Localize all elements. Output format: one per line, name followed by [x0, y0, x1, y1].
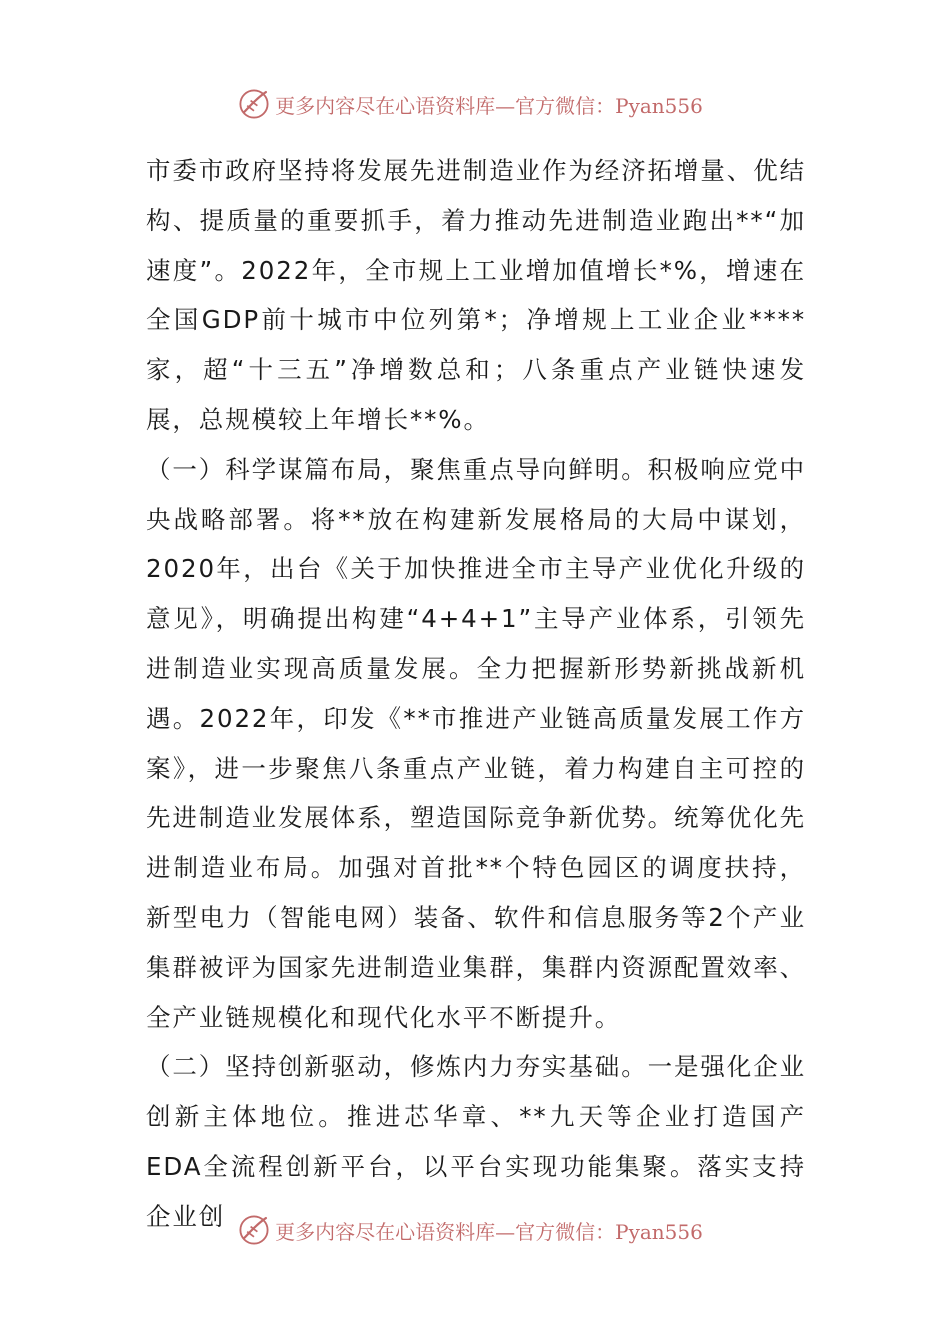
footer-watermark — [0, 1210, 950, 1250]
watermark-text: 更多内容尽在心语资料库—官方微信：Pyan556 — [275, 1219, 703, 1244]
paragraph-intro: 市委市政府坚持将发展先进制造业作为经济拓增量、优结构、提质量的重要抓手，着力推动先进制造业跑出**“加速度”。2022年，全市规上工业增加值增长*%，增速在全国GDP前十城市中位列第*；净增规上工业企业****家，超“十三五”净增数总和；八条重点产业链快速发展，总规模较上年增长**%。 — [146, 156, 806, 434]
header-watermark — [0, 84, 950, 124]
document-body — [146, 146, 806, 1242]
paragraph-section-2: （二）坚持创新驱动，修炼内力夯实基础。一是强化企业创新主体地位。推进芯华章、**九天等企业打造国产EDA全流程创新平台，以平台实现功能集聚。落实支持企业创 — [146, 1052, 806, 1231]
pen-circle-logo-icon — [237, 87, 271, 121]
pen-circle-logo-icon — [237, 1213, 271, 1247]
watermark-text: 更多内容尽在心语资料库—官方微信：Pyan556 — [275, 93, 703, 118]
paragraph-section-1: （一）科学谋篇布局，聚焦重点导向鲜明。积极响应党中央战略部署。将**放在构建新发展格局的大局中谋划，2020年，出台《关于加快推进全市主导产业优化升级的意见》，明确提出构建“4+4+1”主导产业体系，引领先进制造业实现高质量发展。全力把握新形势新挑战新机遇。2022年，印发《**市推进产业链高质量发展工作方案》，进一步聚焦八条重点产业链，着力构建自主可控的先进制造业发展体系，塑造国际竞争新优势。统筹优化先进制造业布局。加强对首批**个特色园区的调度扶持，新型电力（智能电网）装备、软件和信息服务等2个产业集群被评为国家先进制造业集群，集群内资源配置效率、全产业链规模化和现代化水平不断提升。 — [146, 454, 806, 1032]
